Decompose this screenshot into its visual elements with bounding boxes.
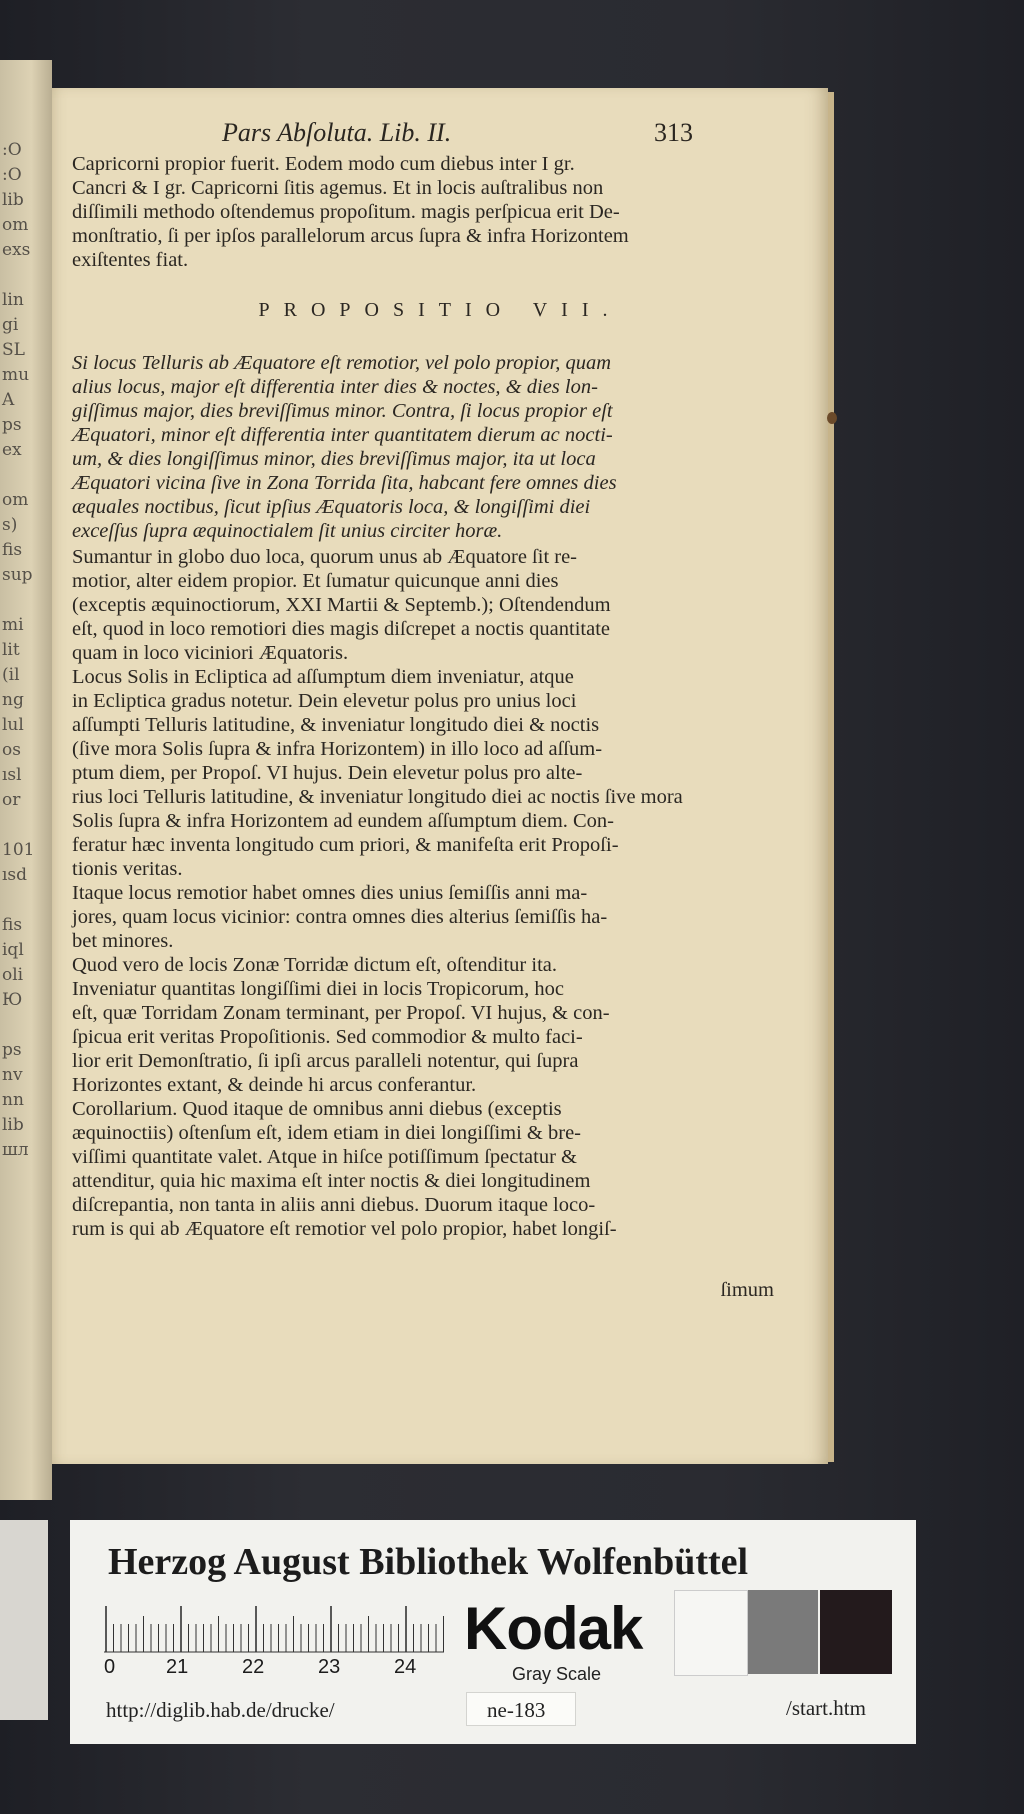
text-line: monſtratio, ſi per ipſos parallelorum arcus ſupra & infra Horizontem <box>72 225 629 247</box>
text-line: Inveniatur quantitas longiſſimi diei in locis Tropicorum, hoc <box>72 978 564 1000</box>
facing-page-fragment: sup <box>2 565 33 585</box>
kodak-logo: Kodak <box>464 1595 643 1662</box>
url-suffix: /start.htm <box>786 1696 866 1720</box>
text-line: feratur hæc inventa longitudo cum priori, & manifeſta erit Propoſi- <box>72 834 619 856</box>
text-line: giſſimus major, dies breviſſimus minor. Contra, ſi locus propior eſt <box>72 400 613 422</box>
facing-page-fragment: ex <box>2 440 22 460</box>
text-line: Cancri & I gr. Capricorni ſitis agemus. Et in locis auſtralibus non <box>72 177 604 199</box>
text-line: rum is qui ab Æquatore eſt remotior vel polo propior, habet longiſ- <box>72 1218 617 1240</box>
facing-page-fragment: nv <box>2 1065 23 1085</box>
scale-ruler <box>104 1600 444 1678</box>
facing-page-fragment: mu <box>2 365 30 385</box>
proposition-heading: PROPOSITIO VII. <box>258 299 622 321</box>
text-line: exiſtentes fiat. <box>72 249 189 271</box>
facing-page-fragment: gi <box>2 315 19 335</box>
text-line: eſt, quæ Torridam Zonam terminant, per Propoſ. VI hujus, & con- <box>72 1002 610 1024</box>
facing-page-fragment: os <box>2 740 21 760</box>
text-line: aſſumpti Telluris latitudine, & inveniatur longitudo diei & noctis <box>72 714 600 736</box>
running-title: Pars Abſoluta. Lib. II. <box>222 118 452 147</box>
text-line: Horizontes extant, & deinde hi arcus conferantur. <box>72 1074 477 1096</box>
catchword: ſimum <box>720 1279 774 1301</box>
text-line: Corollarium. Quod itaque de omnibus anni diebus (exceptis <box>72 1098 562 1120</box>
text-line: alius locus, major eſt differentia inter dies & noctes, & dies lon- <box>72 376 598 398</box>
text-line: tionis veritas. <box>72 858 183 880</box>
ruler-label: 22 <box>242 1656 265 1678</box>
facing-page-fragment: (il <box>2 665 20 685</box>
facing-page-fragment: nn <box>2 1090 24 1110</box>
facing-page-fragment: :O <box>2 140 22 160</box>
text-line: ſpicua erit veritas Propoſitionis. Sed commodior & multo faci- <box>72 1026 583 1048</box>
color-target-card <box>70 1520 916 1744</box>
text-line: exceſſus ſupra æquinoctialem ſit unius circiter horæ. <box>72 520 503 542</box>
facing-page-fragment: s) <box>2 515 18 535</box>
facing-page-fragment: :O <box>2 165 22 185</box>
text-line: Si locus Telluris ab Æquatore eſt remotior, vel polo propior, quam <box>72 352 612 374</box>
facing-page-fragment: Ю <box>2 990 23 1010</box>
facing-page-fragment: fis <box>2 540 23 560</box>
facing-page-fragment: mi <box>2 615 24 635</box>
white-patch <box>674 1590 748 1676</box>
ink-spot <box>827 412 837 424</box>
black-patch <box>820 1590 892 1674</box>
facing-page-fragment: ng <box>2 690 24 710</box>
ruler-label: 21 <box>166 1656 189 1678</box>
ruler-label: 0 <box>104 1656 116 1678</box>
gray-patch <box>748 1590 818 1674</box>
proposition-statement <box>72 351 774 543</box>
facing-page-fragment: fis <box>2 915 23 935</box>
facing-page-fragment: oli <box>2 965 24 985</box>
text-line: rius loci Telluris latitudine, & inveniatur longitudo diei ac noctis ſive mora <box>72 786 683 808</box>
facing-page-fragment: exs <box>2 240 31 260</box>
text-line: (ſive mora Solis ſupra & infra Horizontem) in illo loco ad aſſum- <box>72 738 603 760</box>
facing-page-fragment: SL <box>2 340 25 360</box>
shelfmark-box: ne-183 <box>466 1692 576 1726</box>
page-number: 313 <box>654 118 693 147</box>
facing-page-fragment: iql <box>2 940 24 960</box>
facing-page-fragment: ısd <box>2 865 28 885</box>
facing-page-fragment: ps <box>2 1040 22 1060</box>
facing-page-fragment: ısl <box>2 765 22 785</box>
text-line: Æquatori vicina ſive in Zona Torrida ſita, habcant fere omnes dies <box>72 472 617 494</box>
text-line: um, & dies longiſſimus minor, dies breviſſimus major, ita ut loca <box>72 448 596 470</box>
text-line: Capricorni propior fuerit. Eodem modo cum diebus inter I gr. <box>72 153 575 175</box>
text-line: ptum diem, per Propoſ. VI hujus. Dein elevetur polus pro alte- <box>72 762 583 784</box>
text-line: Locus Solis in Ecliptica ad aſſumptum diem inveniatur, atque <box>72 666 574 688</box>
ruler-ticks <box>104 1600 444 1656</box>
book-page <box>52 88 828 1464</box>
facing-page-fragment: lul <box>2 715 24 735</box>
text-line: Quod vero de locis Zonæ Torridæ dictum eſt, oſtenditur ita. <box>72 954 557 976</box>
facing-page-fragment: om <box>2 490 29 510</box>
text-line: diſcrepantia, non tanta in aliis anni diebus. Duorum itaque loco- <box>72 1194 596 1216</box>
text-line: eſt, quod in loco remotiori dies magis diſcrepet a noctis quantitate <box>72 618 610 640</box>
text-line: jores, quam locus vicinior: contra omnes dies alterius ſemiſſis ha- <box>72 906 608 928</box>
gray-scale-label: Gray Scale <box>512 1664 602 1684</box>
text-line: viſſimi quantitate valet. Atque in hiſce potiſſimum ſpectatur & <box>72 1146 577 1168</box>
text-line: Æquatori, minor eſt differentia inter quantitatem dierum ac nocti- <box>72 424 613 446</box>
text-line: (exceptis æquinoctiorum, XXI Martii & Septemb.); Oſtendendum <box>72 594 611 616</box>
ruler-label: 23 <box>318 1656 341 1678</box>
facing-page-edge <box>0 60 52 1500</box>
text-line: Sumantur in globo duo loca, quorum unus ab Æquatore ſit re- <box>72 546 578 568</box>
library-name: Herzog August Bibliothek Wolfenbüttel <box>108 1541 749 1583</box>
text-line: lior erit Demonſtratio, ſi ipſi arcus paralleli notentur, qui ſupra <box>72 1050 579 1072</box>
ruler-label: 24 <box>394 1656 417 1678</box>
facing-page-fragment: шл <box>2 1140 29 1160</box>
facing-card-edge <box>0 1520 48 1720</box>
facing-page-fragment: 101 <box>2 840 35 860</box>
intro-paragraph <box>72 152 774 272</box>
facing-page-fragment: lib <box>2 1115 24 1135</box>
text-line: diſſimili methodo oſtendemus propoſitum. magis perſpicua erit De- <box>72 201 620 223</box>
text-line: in Ecliptica gradus notetur. Dein elevetur polus pro unius loci <box>72 690 577 712</box>
library-url: http://diglib.hab.de/drucke/ <box>106 1698 335 1722</box>
facing-page-fragment: lib <box>2 190 24 210</box>
text-line: Solis ſupra & infra Horizontem ad eundem aſſumptum diem. Con- <box>72 810 615 832</box>
text-line: æquinoctiis) oſtenſum eſt, idem etiam in diei longiſſimi & bre- <box>72 1122 582 1144</box>
text-line: æquales noctibus, ſicut ipſius Æquatoris loca, & longiſſimi diei <box>72 496 591 518</box>
text-line: motior, alter eidem propior. Et ſumatur quicunque anni dies <box>72 570 559 592</box>
facing-page-fragment: om <box>2 215 29 235</box>
text-line: quam in loco viciniori Æquatoris. <box>72 642 349 664</box>
text-line: Itaque locus remotior habet omnes dies unius ſemiſſis anni ma- <box>72 882 588 904</box>
text-line: bet minores. <box>72 930 174 952</box>
text-line: attenditur, quia hic maxima eſt inter noctis & diei longitudinem <box>72 1170 591 1192</box>
demonstration-text <box>72 545 774 1241</box>
facing-page-fragment: ps <box>2 415 22 435</box>
facing-page-fragment: A <box>2 390 15 410</box>
facing-page-fragment: or <box>2 790 21 810</box>
facing-page-fragment: lin <box>2 290 24 310</box>
facing-page-fragment: lit <box>2 640 20 660</box>
